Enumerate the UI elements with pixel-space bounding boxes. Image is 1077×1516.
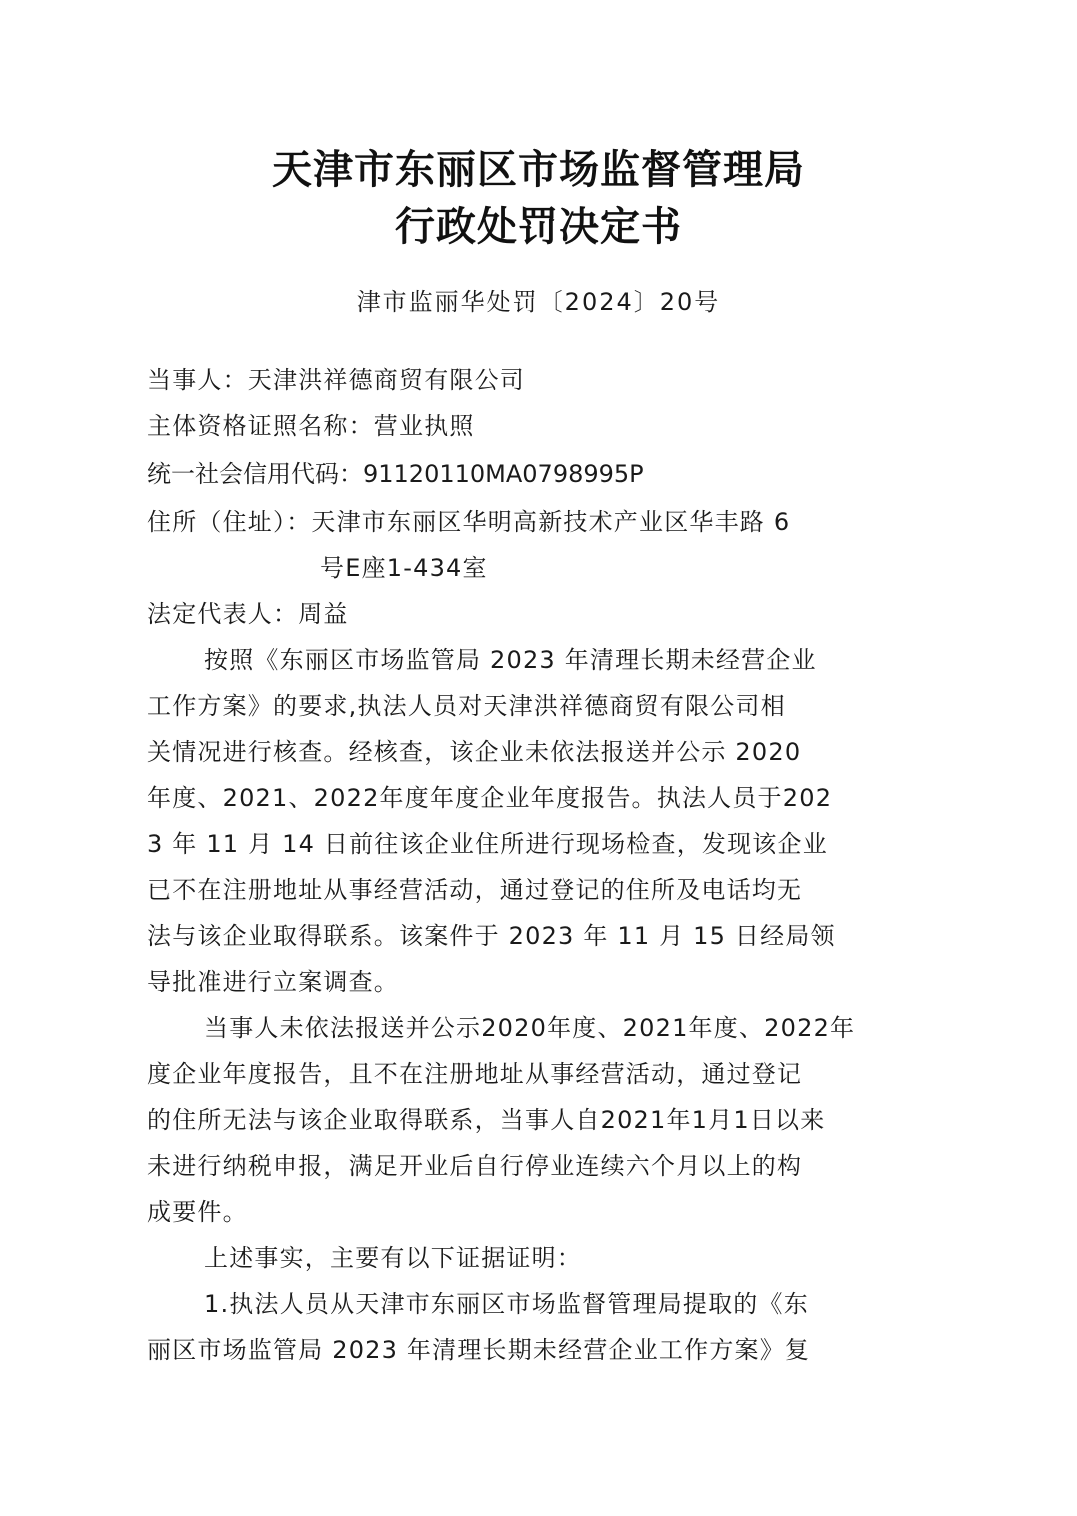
document-number: 津市监丽华处罚〔2024〕20号 bbox=[356, 288, 721, 316]
legal-representative: 法定代表人：周益 bbox=[147, 600, 349, 628]
para4-line: 1.执法人员从天津市东丽区市场监督管理局提取的《东 bbox=[204, 1290, 809, 1318]
document-title-type: 行政处罚决定书 bbox=[395, 203, 682, 250]
para2-line: 度企业年度报告，且不在注册地址从事经营活动，通过登记 bbox=[147, 1060, 803, 1088]
para1-line: 已不在注册地址从事经营活动，通过登记的住所及电话均无 bbox=[147, 876, 803, 904]
para2-line: 未进行纳税申报，满足开业后自行停业连续六个月以上的构 bbox=[147, 1152, 803, 1180]
para2-line: 的住所无法与该企业取得联系，当事人自2021年1月1日以来 bbox=[147, 1106, 826, 1134]
para1-line: 按照《东丽区市场监管局 2023 年清理长期未经营企业 bbox=[204, 646, 817, 674]
credit-code: 统一社会信用代码：91120110MA0798995P bbox=[147, 460, 644, 488]
para1-line: 法与该企业取得联系。该案件于 2023 年 11 月 15 日经局领 bbox=[147, 922, 836, 950]
address-line-2: 号E座1-434室 bbox=[320, 554, 488, 582]
para1-line: 关情况进行核查。经核查，该企业未依法报送并公示 2020 bbox=[147, 738, 802, 766]
para1-line: 3 年 11 月 14 日前往该企业住所进行现场检查，发现该企业 bbox=[147, 830, 828, 858]
license-type: 主体资格证照名称：营业执照 bbox=[147, 412, 475, 440]
para1-line: 年度、2021、2022年度年度企业年度报告。执法人员于202 bbox=[147, 784, 833, 812]
address-line-1: 住所（住址）：天津市东丽区华明高新技术产业区华丰路 6 bbox=[147, 508, 791, 536]
para1-line: 导批准进行立案调查。 bbox=[147, 968, 399, 996]
para2-line: 当事人未依法报送并公示2020年度、2021年度、2022年 bbox=[204, 1014, 856, 1042]
para2-line: 成要件。 bbox=[147, 1198, 248, 1226]
party-name: 当事人：天津洪祥德商贸有限公司 bbox=[147, 366, 525, 394]
document-title-agency: 天津市东丽区市场监督管理局 bbox=[272, 146, 805, 193]
para3-line: 上述事实，主要有以下证据证明： bbox=[204, 1244, 582, 1272]
para1-line: 工作方案》的要求,执法人员对天津洪祥德商贸有限公司相 bbox=[147, 692, 786, 720]
para4-line: 丽区市场监管局 2023 年清理长期未经营企业工作方案》复 bbox=[147, 1336, 811, 1364]
